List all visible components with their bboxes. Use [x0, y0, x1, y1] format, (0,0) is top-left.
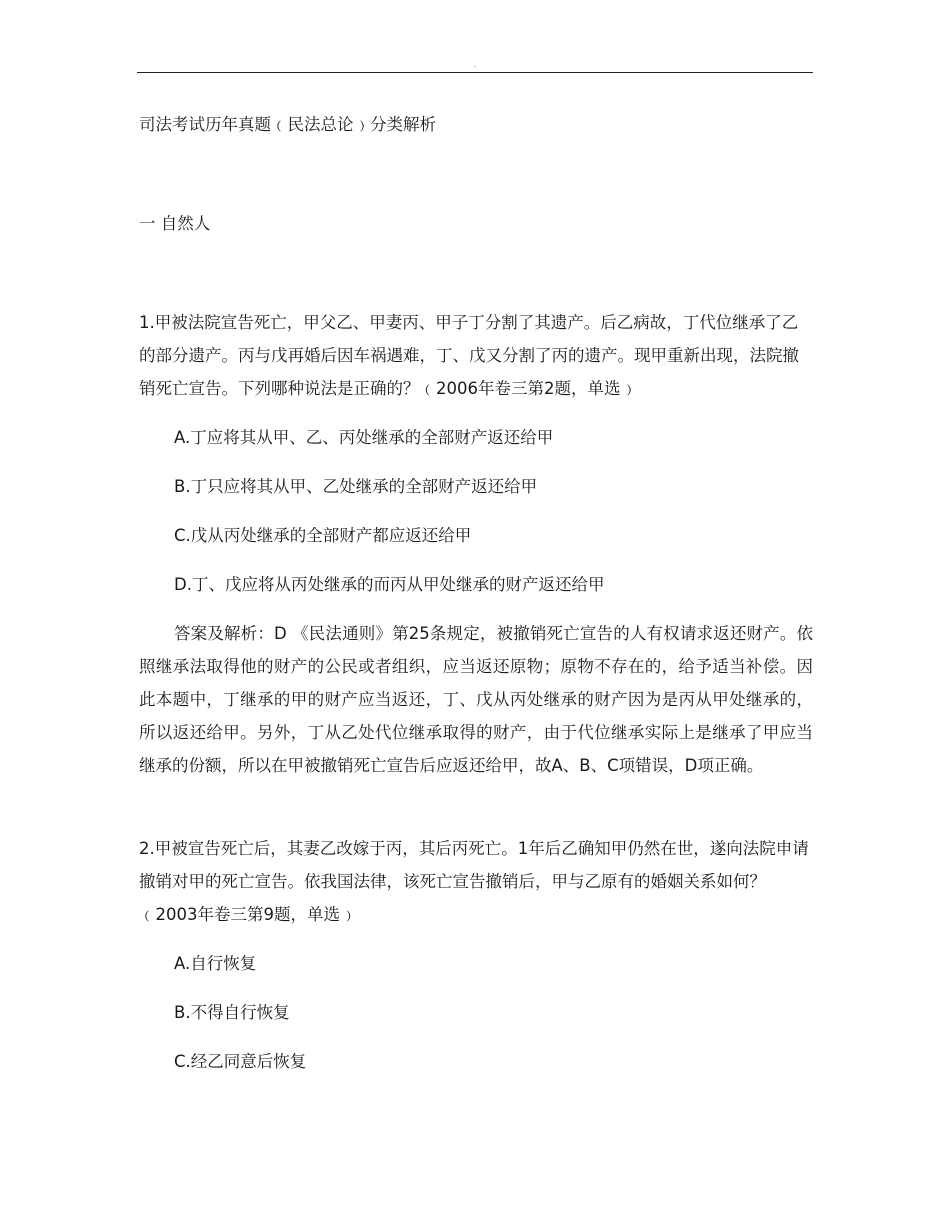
option-b: B.不得自行恢复: [174, 1003, 290, 1022]
option-d: D.丁、戊应将从丙处继承的而丙从甲处继承的财产返还给甲: [174, 575, 605, 594]
document-body: [139, 108, 813, 1094]
answer-explanation: 答案及解析：D 《民法通则》第25条规定，被撤销死亡宣告的人有权请求返还财产。依照继承法取得他的财产的公民或者组织，应当返还原物；原物不存在的，给予适当补偿。因此本题中，丁继承的甲的财产应当返还，丁、戊从丙处继承的财产因为是丙从甲处继承的，所以返还给甲。另外，丁从乙处代位继承取得的财产，由于代位继承实际上是继承了甲应当继承的份额，所以在甲被撤销死亡宣告后应返还给甲，故A、B、C项错误，D项正确。: [139, 624, 813, 775]
question-1: [139, 306, 813, 782]
question-stem: 1.甲被法院宣告死亡，甲父乙、甲妻丙、甲子丁分割了其遗产。后乙病故，丁代位继承了乙的部分遗产。丙与戊再婚后因车祸遇难，丁、戊又分割了丙的遗产。现甲重新出现，法院撤销死亡宣告。下列哪种说法是正确的？﹙2006年卷三第2题，单选﹚: [139, 313, 799, 398]
option-c: C.戊从丙处继承的全部财产都应返还给甲: [174, 526, 472, 545]
section-heading: 一 自然人: [139, 214, 211, 233]
option-a: A.丁应将其从甲、乙、丙处继承的全部财产返还给甲: [174, 428, 554, 447]
question-2: [139, 832, 813, 1078]
question-stem: 2.甲被宣告死亡后，其妻乙改嫁于丙，其后丙死亡。1年后乙确知甲仍然在世，遂向法院申请撤销对甲的死亡宣告。依我国法律，该死亡宣告撤销后，甲与乙原有的婚姻关系如何？﹙2003年卷三第9题，单选﹚: [139, 839, 809, 924]
option-c: C.经乙同意后恢复: [174, 1052, 307, 1071]
header-rule: [137, 72, 813, 73]
header-mark: .: [473, 60, 477, 69]
option-a: A.自行恢复: [174, 954, 257, 973]
document-title: 司法考试历年真题﹙民法总论﹚分类解析: [139, 115, 436, 134]
option-b: B.丁只应将其从甲、乙处继承的全部财产返还给甲: [174, 477, 538, 496]
